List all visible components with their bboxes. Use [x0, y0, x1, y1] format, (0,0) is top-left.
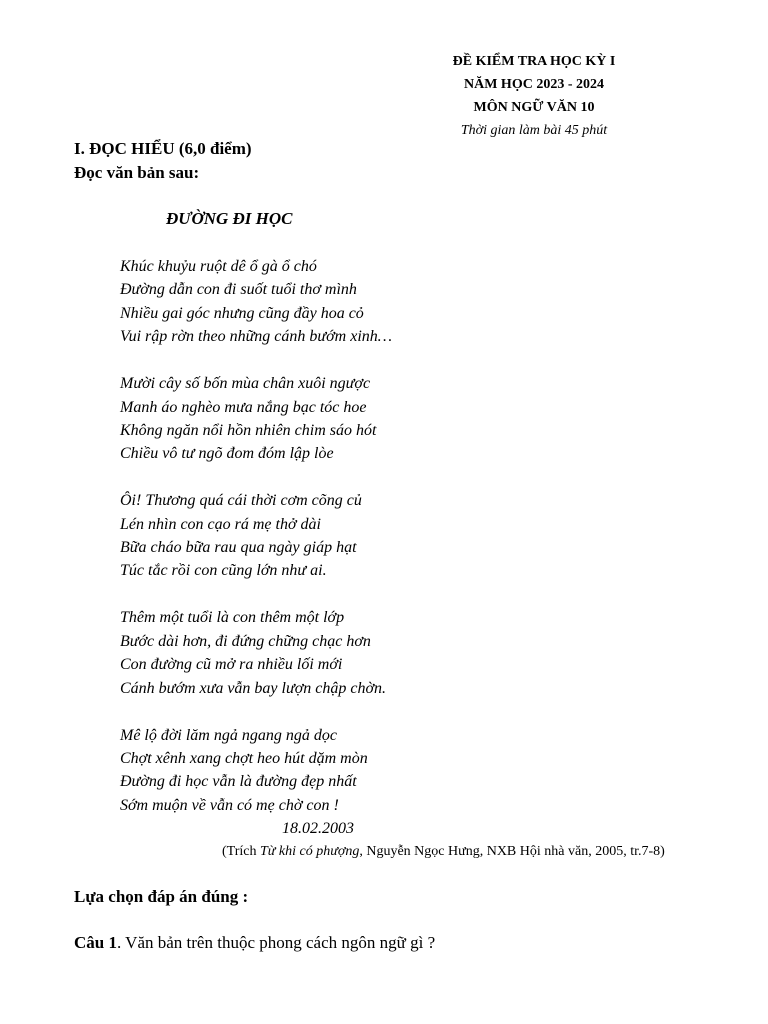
- poem-line: Nhiều gai góc nhưng cũng đầy hoa cỏ: [120, 304, 364, 322]
- poem-line: Thêm một tuổi là con thêm một lớp: [120, 609, 345, 627]
- time-limit: Thời gian làm bài 45 phút: [460, 123, 608, 138]
- stanza-5: [120, 724, 392, 818]
- exam-header: [424, 50, 644, 142]
- poem-line: Vui rập rờn theo những cánh bướm xinh…: [120, 328, 392, 346]
- poem-line: Mười cây số bốn mùa chân xuôi ngược: [120, 375, 371, 393]
- poem-title: ĐƯỜNG ĐI HỌC: [166, 209, 293, 228]
- stanza-2: [120, 372, 392, 466]
- poem-line: Cánh bướm xưa vẫn bay lượn chập chờn.: [120, 679, 386, 697]
- poem-line: Đường dẫn con đi suốt tuổi thơ mình: [120, 281, 357, 299]
- reading-instruction: Đọc văn bản sau:: [74, 163, 200, 182]
- poem-line: Chợt xênh xang chợt heo hút dặm mòn: [120, 749, 368, 767]
- task-instruction: Lựa chọn đáp án đúng :: [74, 887, 249, 906]
- question-1: [74, 932, 435, 954]
- poem-line: Chiều vô tư ngõ đom đóm lập lòe: [120, 445, 334, 463]
- poem-line: Túc tắc rồi con cũng lớn như ai.: [120, 562, 327, 580]
- source-prefix: (Trích: [222, 844, 260, 859]
- poem-date: 18.02.2003: [282, 820, 354, 837]
- stanza-1: [120, 255, 392, 349]
- poem-line: Bước dài hơn, đi đứng chững chạc hơn: [120, 632, 371, 650]
- poem-line: Khúc khuỷu ruột dê ổ gà ổ chó: [120, 258, 317, 275]
- poem-line: Bữa cháo bữa rau qua ngày giáp hạt: [120, 539, 357, 557]
- poem-line: Không ngăn nổi hồn nhiên chim sáo hót: [120, 421, 377, 439]
- stanza-4: [120, 606, 392, 700]
- school-year: NĂM HỌC 2023 - 2024: [464, 77, 604, 92]
- stanza-3: [120, 489, 392, 583]
- source-book-title: Từ khi có phượng: [260, 844, 360, 859]
- source-suffix: , Nguyễn Ngọc Hưng, NXB Hội nhà văn, 2005, tr.7-8): [359, 844, 665, 859]
- poem-line: Mê lộ đời lăm ngả ngang ngả dọc: [120, 726, 337, 744]
- poem-line: Ôi! Thương quá cái thời cơm cõng củ: [120, 492, 362, 510]
- subject: MÔN NGỮ VĂN 10: [473, 100, 595, 115]
- section-title: I. ĐỌC HIỂU (6,0 điểm): [74, 139, 252, 158]
- poem-source: [222, 842, 665, 862]
- poem-line: Con đường cũ mở ra nhiều lối mới: [120, 656, 343, 674]
- poem-line: Đường đi học vẫn là đường đẹp nhất: [120, 773, 357, 791]
- exam-title: ĐỀ KIỂM TRA HỌC KỲ I: [452, 54, 616, 69]
- poem-body: [120, 255, 392, 841]
- poem-line: Lén nhìn con cạo rá mẹ thở dài: [120, 515, 321, 533]
- question-text: . Văn bản trên thuộc phong cách ngôn ngữ gì ?: [116, 933, 436, 952]
- question-number: Câu 1: [74, 933, 117, 952]
- poem-line: Sớm muộn về vẫn có mẹ chờ con !: [120, 796, 339, 814]
- poem-line: Manh áo nghèo mưa nắng bạc tóc hoe: [120, 398, 367, 416]
